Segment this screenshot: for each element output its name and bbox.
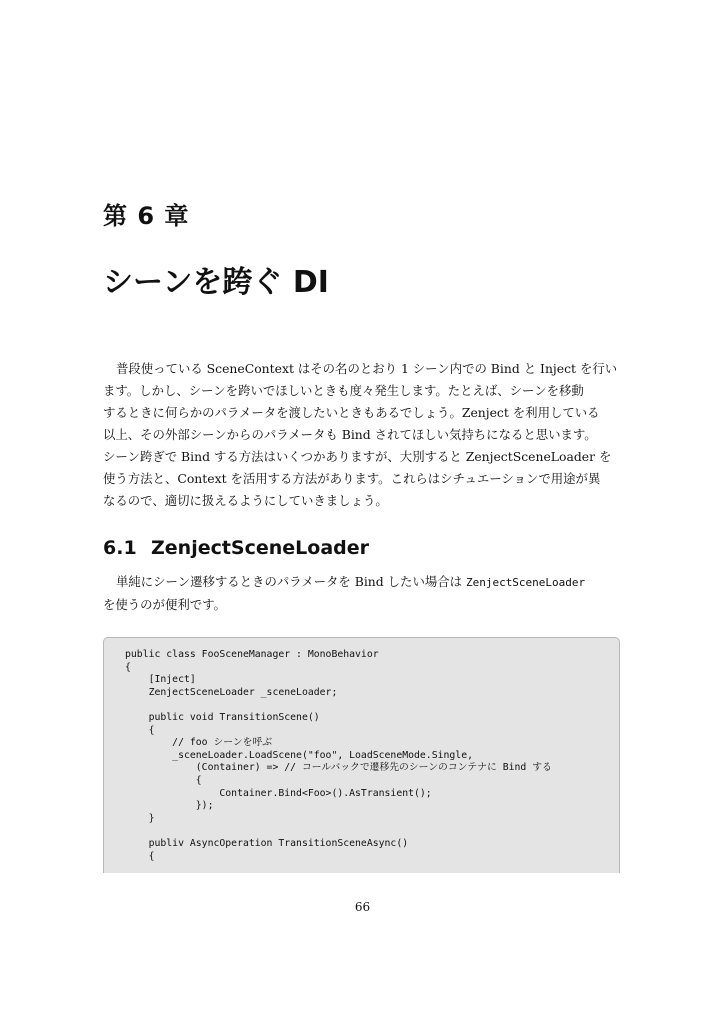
intro-line: ます。しかし、シーンを跨いでほしいときも度々発生します。たとえば、シーンを移動 (103, 383, 584, 398)
code-line: [Inject] (125, 674, 196, 686)
inline-code: ZenjectSceneLoader (465, 576, 586, 589)
code-line: public class FooSceneManager : MonoBehavior (125, 649, 379, 660)
section-number: 6.1 (103, 537, 137, 559)
code-line: } (125, 812, 155, 824)
code-line (125, 825, 552, 838)
intro-paragraph (103, 358, 623, 512)
section-line (103, 571, 623, 594)
chapter-title: シーンを跨ぐ DI (103, 265, 329, 300)
section-line-text: 単純にシーン遷移するときのパラメータを Bind したい場合は (116, 574, 466, 589)
code-line: publiv AsyncOperation TransitionSceneAsync() (125, 837, 409, 849)
page-number: 66 (354, 900, 371, 914)
chapter-label: 第 6 章 (103, 202, 190, 230)
intro-line: するときに何らかのパラメータを渡したいときもあるでしょう。Zenject を利用している (103, 405, 600, 420)
intro-line: 普段使っている SceneContext はその名のとおり 1 シーン内での Bind と Inject を行い (116, 361, 618, 376)
code-listing (103, 637, 620, 873)
section-title: ZenjectSceneLoader (151, 537, 370, 559)
code-line: _sceneLoader.LoadScene("foo", LoadSceneMode.Single, (125, 749, 473, 761)
section-heading (103, 537, 369, 559)
intro-line: シーン跨ぎで Bind する方法はいくつかありますが、大別すると ZenjectSceneLoader を (103, 449, 612, 464)
code-line: Container.Bind<Foo>().AsTransient(); (125, 787, 432, 799)
section-paragraph (103, 571, 623, 616)
code-line: ZenjectSceneLoader _sceneLoader; (125, 686, 338, 698)
code-line: }); (125, 800, 214, 812)
code-line: // foo シーンを呼ぶ (125, 737, 273, 749)
code-line: { (125, 661, 131, 673)
code-line: public void TransitionScene() (125, 711, 320, 723)
code-line (125, 699, 552, 712)
intro-line: なるので、適切に扱えるようにしていきましょう。 (103, 493, 388, 508)
code-line: (Container) => // コールバックで遷移先のシーンのコンテナに Bind する (125, 762, 552, 774)
section-line: を使うのが便利です。 (103, 597, 226, 612)
intro-line: 使う方法と、Context を活用する方法があります。これらはシチュエーションで用途が異 (103, 471, 601, 486)
code-line: { (125, 724, 155, 736)
code-line: { (125, 850, 155, 862)
code-block (125, 649, 552, 863)
code-line: { (125, 774, 202, 786)
intro-line: 以上、その外部シーンからのパラメータも Bind されてほしい気持ちになると思います。 (103, 427, 597, 442)
